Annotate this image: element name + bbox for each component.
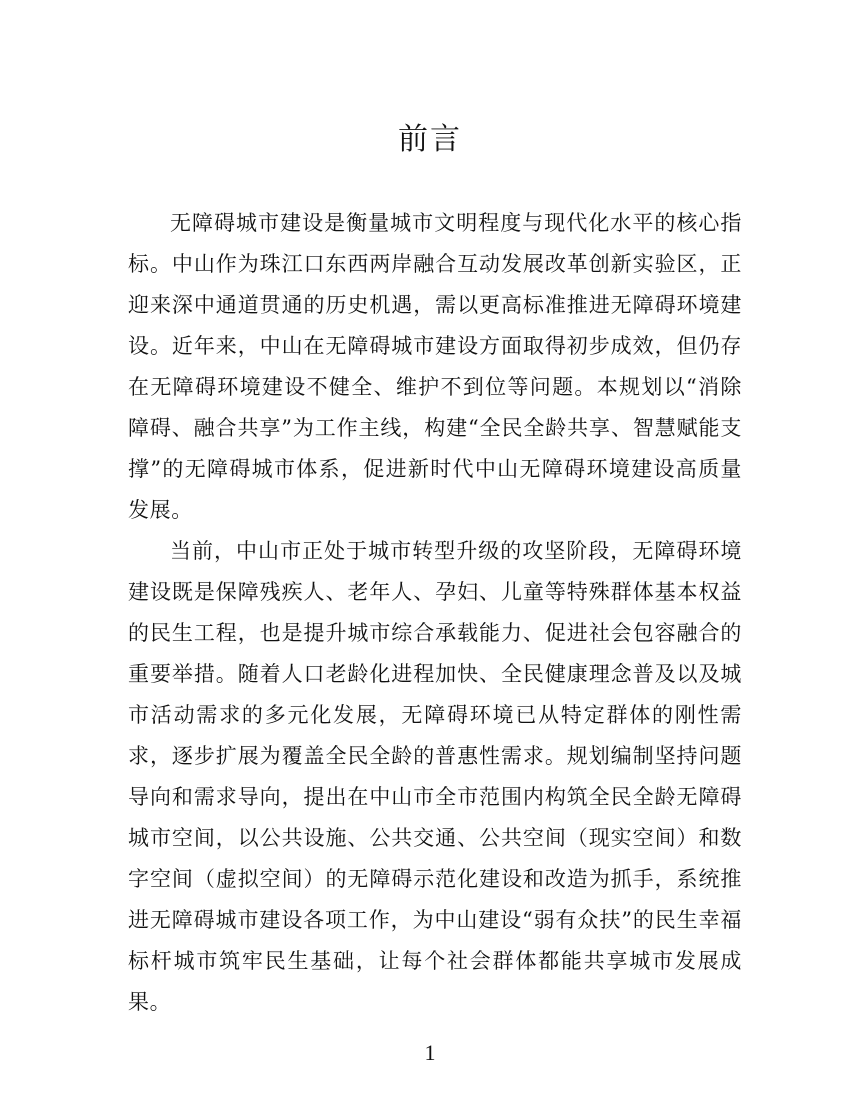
page-number: 1 (424, 1040, 436, 1065)
page-title: 前言 (398, 122, 462, 157)
paragraph-1: 无障碍城市建设是衡量城市文明程度与现代化水平的核心指标。中山作为珠江口东西两岸融合互动发展改革创新实验区，正迎来深中通道贯通的历史机遇，需以更高标准推进无障碍环境建设。近年来，中山在无障碍城市建设方面取得初步成效，但仍存在无障碍环境建设不健全、维护不到位等问题。本规划以“消除障碍、融合共享”为工作主线，构建“全民全龄共享、智慧赋能支撑”的无障碍城市体系，促进新时代中山无障碍环境建设高质量发展。 (128, 211, 742, 522)
paragraph-2: 当前，中山市正处于城市转型升级的攻坚阶段，无障碍环境建设既是保障残疾人、老年人、孕妇、儿童等特殊群体基本权益的民生工程，也是提升城市综合承载能力、促进社会包容融合的重要举措。随着人口老龄化进程加快、全民健康理念普及以及城市活动需求的多元化发展，无障碍环境已从特定群体的刚性需求，逐步扩展为覆盖全民全龄的普惠性需求。规划编制坚持问题导向和需求导向，提出在中山市全市范围内构筑全民全龄无障碍城市空间，以公共设施、公共交通、公共空间（现实空间）和数字空间（虚拟空间）的无障碍示范化建设和改造为抓手，系统推进无障碍城市建设各项工作，为中山建设“弱有众扶”的民生幸福标杆城市筑牢民生基础，让每个社会群体都能共享城市发展成果。 (128, 539, 742, 1014)
body-text (128, 203, 742, 1023)
